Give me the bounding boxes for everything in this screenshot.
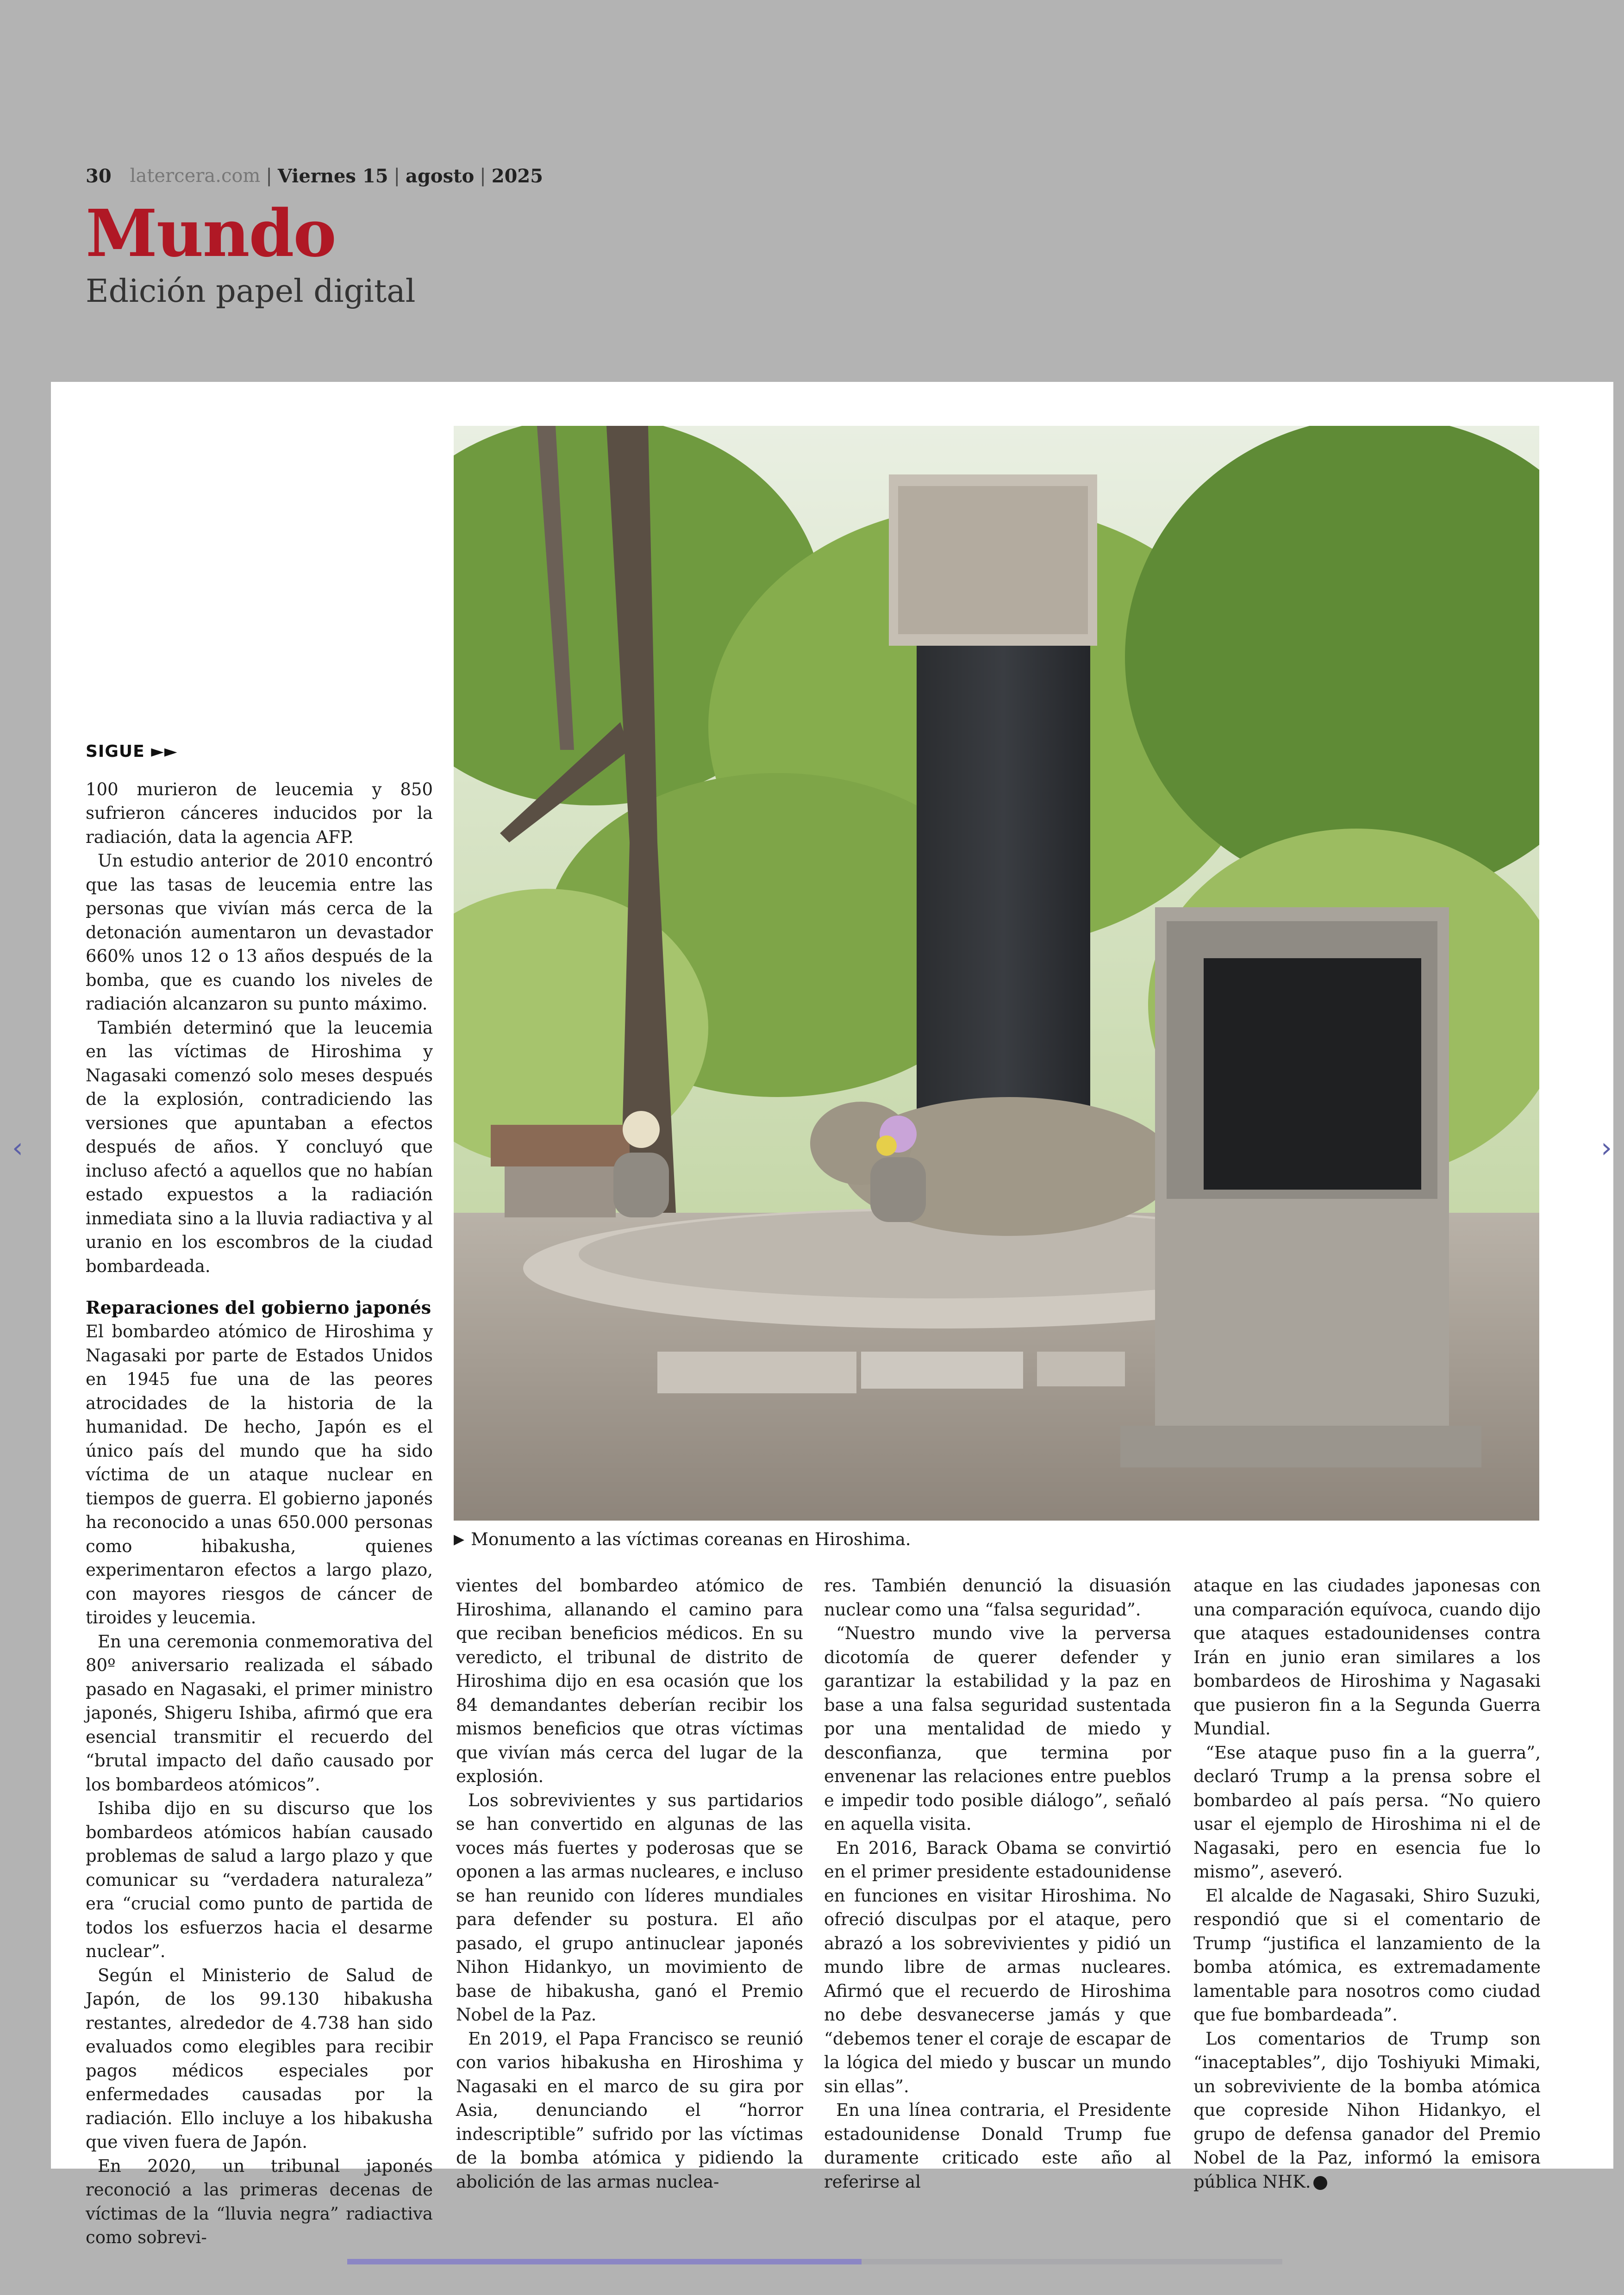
paragraph: En 2019, el Papa Francisco se reunió con varios hibakusha en Hiroshima y Nagasaki en el marco de su gira por Asia, denunciando el “horror indescriptible” sufrido por las víctimas de la bomba atómica y pidiendo la abolición de las armas nuclea- xyxy=(456,2028,803,2192)
next-page-arrow-icon[interactable]: › xyxy=(1601,1132,1612,1164)
date-month: agosto xyxy=(406,165,475,187)
page-header xyxy=(86,162,543,190)
continued-label: SIGUE ►► xyxy=(86,742,178,761)
page-number: 30 xyxy=(86,165,112,187)
reading-progress-track[interactable] xyxy=(347,2259,1282,2264)
separator: | xyxy=(394,165,400,187)
paragraph: ataque en las ciudades japonesas con una comparación equívoca, cuando dijo que ataques estadounidenses contra Irán en junio eran similares a los bombardeos de Hiroshima y Nagasaki que pusieron fin a la Segunda Guerra Mundial. xyxy=(1193,1576,1541,1739)
separator: | xyxy=(266,165,272,187)
paragraph: En una línea contraria, el Presidente estadounidense Donald Trump fue duramente criticado este año al referirse al xyxy=(824,2100,1171,2192)
paragraph: El bombardeo atómico de Hiroshima y Nagasaki por parte de Estados Unidos en 1945 fue una de las peores atrocidades de la historia de la humanidad. De hecho, Japón es el único país del mundo que ha sido víctima de un ataque nuclear en tiempos de guerra. El gobierno japonés ha reconocido a unas 650.000 personas como hibakusha, quienes experimentaron efectos a largo plazo, con mayores riesgos de cáncer de tiroides y leucemia. xyxy=(86,1322,433,1628)
article-column-1 xyxy=(86,740,433,2250)
date-day: Viernes 15 xyxy=(277,165,388,187)
paragraph: res. También denunció la disuasión nuclear como una “falsa seguridad”. xyxy=(824,1576,1171,1620)
caption-text: Monumento a las víctimas coreanas en Hiroshima. xyxy=(471,1529,911,1549)
article-column-2 xyxy=(456,1574,803,2194)
paragraph: En 2016, Barack Obama se convirtió en el primer presidente estadounidense en funciones en visitar Hiroshima. No ofreció disculpas por el ataque, pero abrazó a los sobrevivientes y pidió un mundo libre de armas nucleares. Afirmó que el recuerdo de Hiroshima no debe desvanecerse jamás y que “debemos tener el coraje de escapar de la lógica del miedo y buscar un mundo sin ellas”. xyxy=(824,1838,1171,2096)
monument-illustration xyxy=(454,426,1539,1521)
previous-page-arrow-icon[interactable]: ‹ xyxy=(12,1132,23,1164)
monument-photo xyxy=(454,426,1539,1521)
site-name: latercera.com xyxy=(130,165,261,187)
paragraph-final xyxy=(1193,2027,1541,2194)
paragraph: En 2020, un tribunal japonés reconoció a las primeras decenas de víctimas de la “lluvia negra” radiactiva como sobrevi- xyxy=(86,2156,433,2247)
separator: | xyxy=(480,165,486,187)
paragraph: Los sobrevivientes y sus partidarios se han convertido en algunas de las voces más fuertes y poderosas que se oponen a las armas nucleares, e incluso se han reunido con líderes mundiales para defender su postura. El año pasado, el grupo antinuclear japonés Nihon Hidankyo, un movimiento de base de hibakusha, ganó el Premio Nobel de la Paz. xyxy=(456,1790,803,2025)
photo-caption xyxy=(454,1525,1539,1553)
paragraph: En una ceremonia conmemorativa del 80º aniversario realizada el sábado pasado en Nagasaki, el primer ministro japonés, Shigeru Ishiba, afirmó que era esencial transmitir el recuerdo del “brutal impacto del daño causado por los bombardeos atómicos”. xyxy=(86,1631,433,1795)
paragraph: “Ese ataque puso fin a la guerra”, declaró Trump a la prensa sobre el bombardeo al país persa. “No quiero usar el ejemplo de Hiroshima ni el de Nagasaki, pero en esencia fue lo mismo”, aseveró. xyxy=(1193,1742,1541,1882)
paragraph: El alcalde de Nagasaki, Shiro Suzuki, respondió que si el comentario de Trump “justifica el lanzamiento de la bomba atómica, es extremadamente lamentable para nosotros como ciudad que fue bombardeada”. xyxy=(1193,1885,1541,2025)
article-column-3 xyxy=(824,1574,1171,2194)
paragraph: Según el Ministerio de Salud de Japón, de los 99.130 hibakusha restantes, alrededor de 4.738 han sido evaluados como elegibles para recibir pagos médicos especiales por enfermedades causadas por la radiación. Ello incluye a los hibakusha que viven fuera de Japón. xyxy=(86,1965,433,2152)
paragraph: También determinó que la leucemia en las víctimas de Hiroshima y Nagasaki comenzó solo meses después de la explosión, contradiciendo las versiones que apuntaban a efectos después de años. Y concluyó que incluso afectó a aquellos que no habían estado expuestos a la radiación inmediata sino a la lluvia radiactiva y al uranio en los escombros de la ciudad bombardeada. xyxy=(86,1017,433,1276)
article-column-4 xyxy=(1193,1574,1541,2194)
subheading: Reparaciones del gobierno japonés xyxy=(86,1297,431,1318)
section-subtitle: Edición papel digital xyxy=(86,273,416,310)
paragraph: 100 murieron de leucemia y 850 sufrieron cánceres inducidos por la radiación, data la agencia AFP. xyxy=(86,779,433,847)
paragraph: Ishiba dijo en su discurso que los bombardeos atómicos habían causado problemas de salud a largo plazo y que comunicar su “verdadera naturaleza” era “crucial como punto de partida de todos los esfuerzos hacia el desarme nuclear”. xyxy=(86,1798,433,1961)
caption-triangle-icon: ▶ xyxy=(454,1531,465,1547)
date-year: 2025 xyxy=(491,165,543,187)
section-title: Mundo xyxy=(86,196,336,272)
paragraph: Un estudio anterior de 2010 encontró que las tasas de leucemia entre las personas que vivían más cerca de la detonación aumentaron un devastador 660% unos 12 o 13 años después de la bomba, que es cuando los niveles de radiación alcanzaron su punto máximo. xyxy=(86,851,433,1014)
end-of-article-icon xyxy=(1313,2176,1327,2190)
paragraph: “Nuestro mundo vive la perversa dicotomía de querer defender y garantizar la estabilidad y la paz en base a una falsa seguridad sustentada por una mentalidad de miedo y desconfianza, que termina por envenenar las relaciones entre pueblos e impedir todo posible diálogo”, señaló en aquella visita. xyxy=(824,1623,1171,1834)
reading-progress-fill xyxy=(347,2259,862,2264)
final-paragraph-text: Los comentarios de Trump son “inaceptables”, dijo Toshiyuki Mimaki, un sobreviviente de la bomba atómica que copreside Nihon Hidankyo, el grupo de defensa ganador del Premio Nobel de la Paz, informó la emisora pública NHK. xyxy=(1193,2028,1541,2192)
paragraph: vientes del bombardeo atómico de Hiroshima, allanando el camino para que reciban beneficios médicos. En su veredicto, el tribunal de distrito de Hiroshima dijo en esa ocasión que los 84 demandantes deberían recibir los mismos beneficios que otras víctimas que vivían más cerca del lugar de la explosión. xyxy=(456,1576,803,1786)
